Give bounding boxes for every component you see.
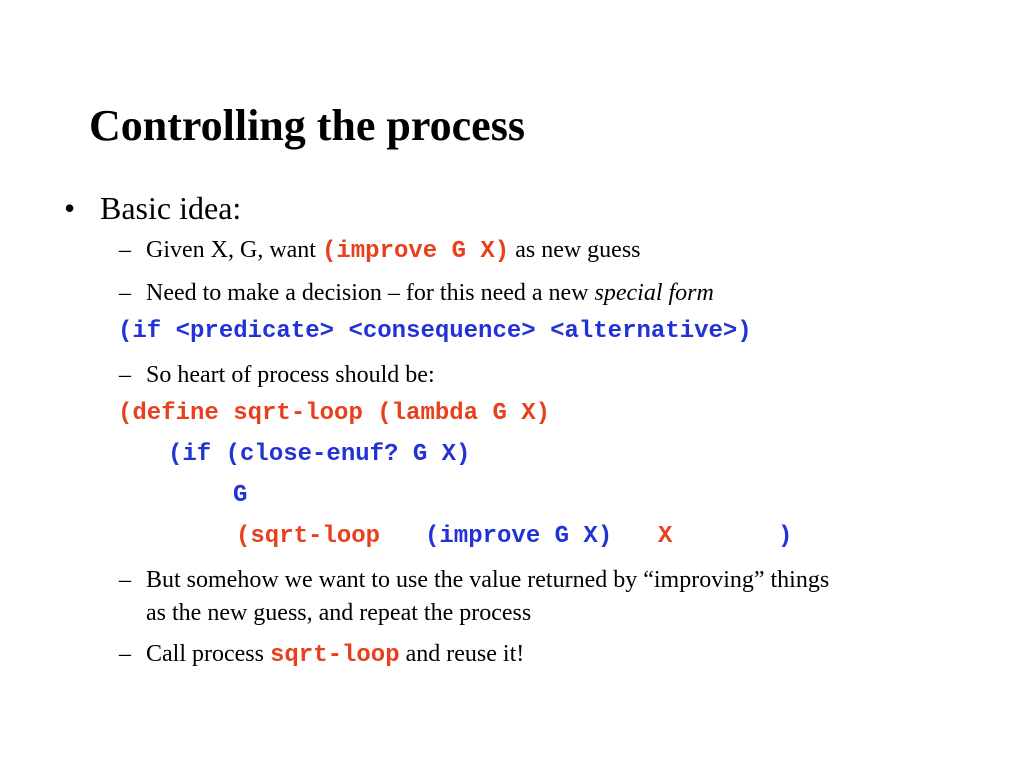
item-call-prefix: Call process bbox=[146, 641, 270, 667]
code-line-define: (define sqrt-loop (lambda G X) bbox=[118, 400, 551, 427]
special-form-text: special form bbox=[594, 280, 714, 306]
dash-icon: – bbox=[119, 237, 131, 263]
code-line-recurse bbox=[236, 523, 380, 551]
bullet-icon: • bbox=[64, 190, 76, 226]
code-line-g: G bbox=[233, 482, 248, 509]
item-call-suffix: and reuse it! bbox=[399, 641, 525, 667]
item-given bbox=[146, 236, 641, 266]
dash-icon: – bbox=[119, 280, 131, 306]
dash-icon: – bbox=[119, 641, 131, 667]
item-improving-line2: as the new guess, and repeat the process bbox=[146, 600, 532, 626]
item-given-prefix: Given X, G, want bbox=[146, 237, 322, 263]
dash-icon: – bbox=[119, 362, 131, 388]
if-form-code: (if <predicate> <consequence> <alternative>) bbox=[118, 318, 752, 345]
item-decision bbox=[146, 279, 714, 307]
item-call-process bbox=[146, 640, 524, 670]
code-line-if: (if (close-enuf? G X) bbox=[168, 441, 471, 468]
item-heart: So heart of process should be: bbox=[146, 362, 435, 388]
basic-idea-text: Basic idea: bbox=[100, 190, 242, 226]
item-given-suffix: as new guess bbox=[509, 237, 641, 263]
dash-icon: – bbox=[119, 567, 131, 593]
sqrt-loop-code: sqrt-loop bbox=[269, 642, 400, 669]
code-close-paren: ) bbox=[778, 523, 793, 550]
item-decision-prefix: Need to make a decision – for this need a new bbox=[146, 280, 595, 306]
improve-code: (improve G X) bbox=[321, 238, 510, 265]
item-improving-line1: But somehow we want to use the value returned by “improving” things bbox=[146, 567, 830, 593]
code-sqrt-loop: (sqrt-loop bbox=[236, 523, 381, 550]
code-x-arg: X bbox=[658, 523, 673, 550]
code-improve-call: (improve G X) bbox=[425, 523, 613, 550]
slide-title: Controlling the process bbox=[89, 101, 525, 150]
